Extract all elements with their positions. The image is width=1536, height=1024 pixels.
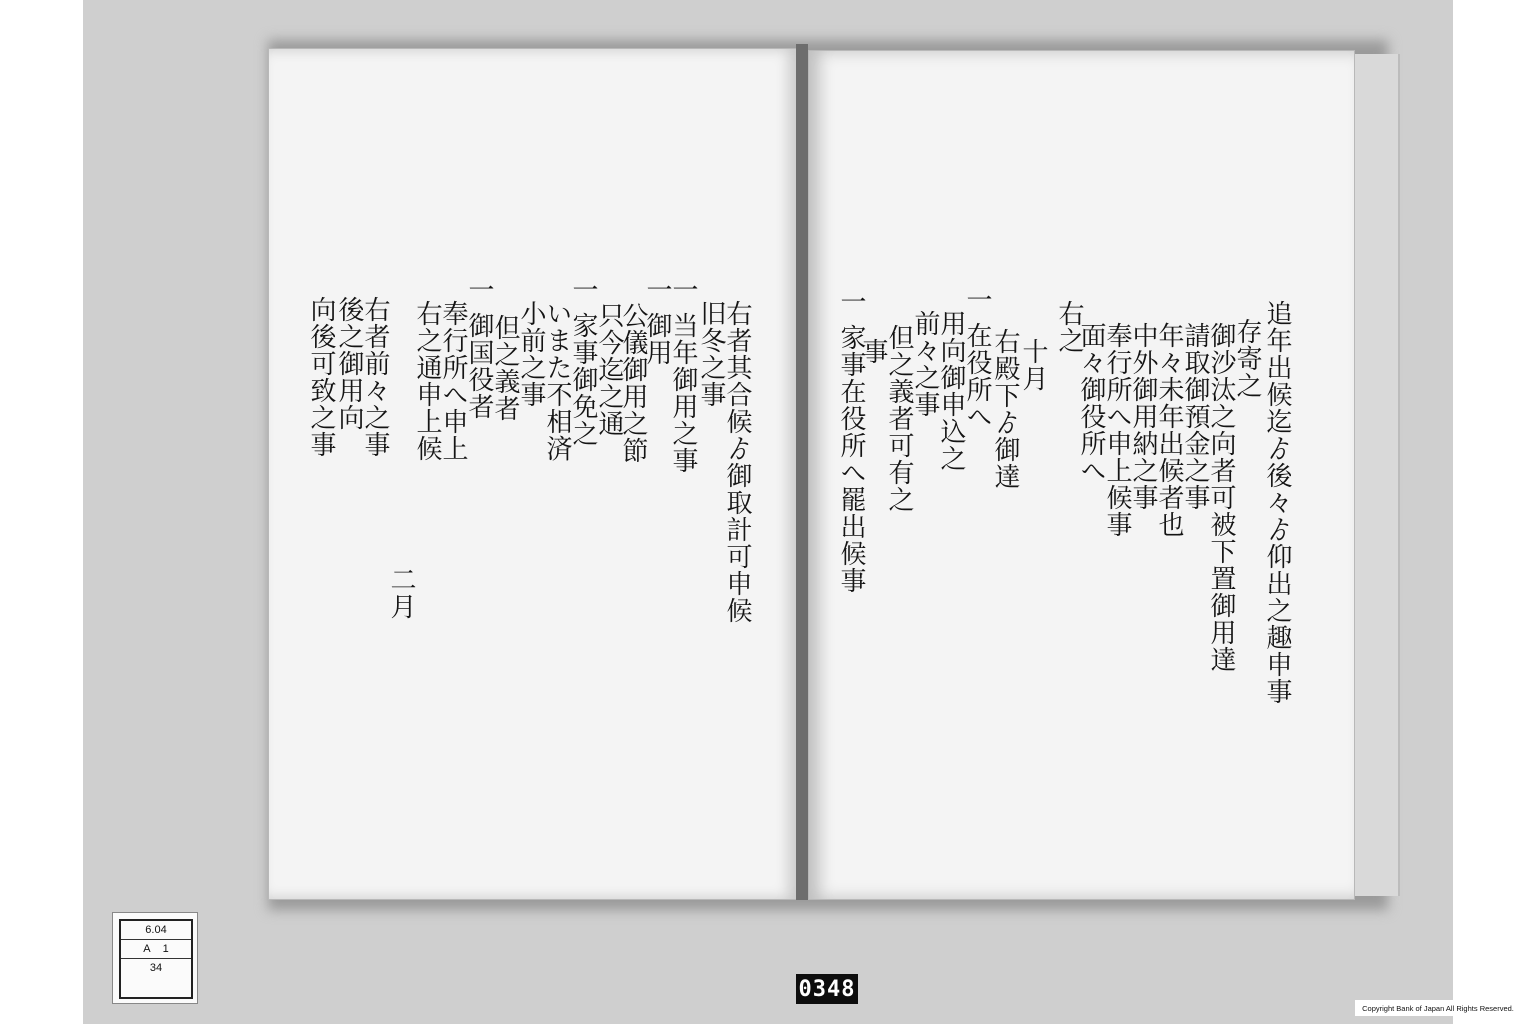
right-page-column: 事 (858, 338, 888, 365)
right-page-column: 請取御預金之事 (1180, 322, 1210, 511)
left-page-column: 一 当年御用之事 (668, 276, 698, 475)
left-page-column: 奉行所へ申上 (438, 300, 468, 462)
left-page-column: 一 家事御免之 (568, 276, 598, 448)
archive-label-row (121, 921, 191, 940)
right-page-column: 面々御役所へ (1076, 322, 1106, 484)
right-page-column: 用向御申込之 (936, 310, 966, 472)
right-page-column: 追年出候迄ゟ後々ゟ仰出之趣申事 (1262, 300, 1292, 705)
right-page-column: 中外御用納之事 (1128, 322, 1158, 511)
left-page-column: 公儀御用之節 (618, 302, 648, 464)
right-page-column: 一 家事在役所へ罷出候事 (836, 288, 866, 595)
archive-label-row (121, 940, 191, 959)
left-page-column: 只今迄之通 (594, 302, 624, 437)
archive-label-row (121, 959, 191, 977)
left-page-column: 向後可致之事 (306, 296, 336, 458)
left-page-column: 二月 (386, 566, 416, 620)
copyright-notice: Copyright Bank of Japan All Rights Reserved. (1355, 1000, 1521, 1016)
left-page-column: 右者其合候ゟ御取計可申候 (722, 300, 752, 624)
right-page-column: 前々之事 (910, 310, 940, 418)
archive-label-text: A (143, 943, 151, 955)
right-page-column: 年々未年出候者也 (1154, 322, 1184, 538)
archive-label-text: 6.04 (145, 924, 167, 936)
left-page-column: 後之御用向 (334, 296, 364, 431)
left-page-column: 小前之事 (516, 300, 546, 408)
page-stack-edge (1350, 54, 1400, 896)
left-page-column: 右者前々之事 (360, 296, 390, 458)
right-page-column: 奉行所へ申上候事 (1102, 322, 1132, 538)
right-page-column: 右殿下ゟ御達 (990, 328, 1020, 490)
book-gutter (796, 44, 808, 900)
right-page-column: 十月 (1018, 338, 1048, 392)
left-page-column: 旧冬之事 (696, 300, 726, 408)
archive-label-text: 34 (149, 962, 163, 974)
archive-label-text: 1 (162, 943, 169, 955)
right-page-column: 右之 (1054, 300, 1084, 354)
right-page-column: 但之義者可有之 (884, 324, 914, 513)
left-page (268, 48, 798, 900)
left-page-column: 但之義者 (490, 314, 520, 422)
archive-label-frame (119, 919, 193, 999)
frame-number: 0348 (796, 974, 858, 1004)
left-page-column: 右之通申上候 (412, 300, 442, 462)
left-page-column: いまた不相済 (542, 300, 572, 462)
right-page-column: 御沙汰之向者可被下置御用達 (1206, 322, 1236, 673)
left-page-column: 一 御用 (642, 276, 672, 367)
archive-label (112, 912, 198, 1004)
left-page-column: 一 御国役者 (464, 276, 494, 421)
right-page-column: 一 在役所へ (962, 286, 992, 431)
right-page-column: 存寄之 (1232, 318, 1262, 399)
